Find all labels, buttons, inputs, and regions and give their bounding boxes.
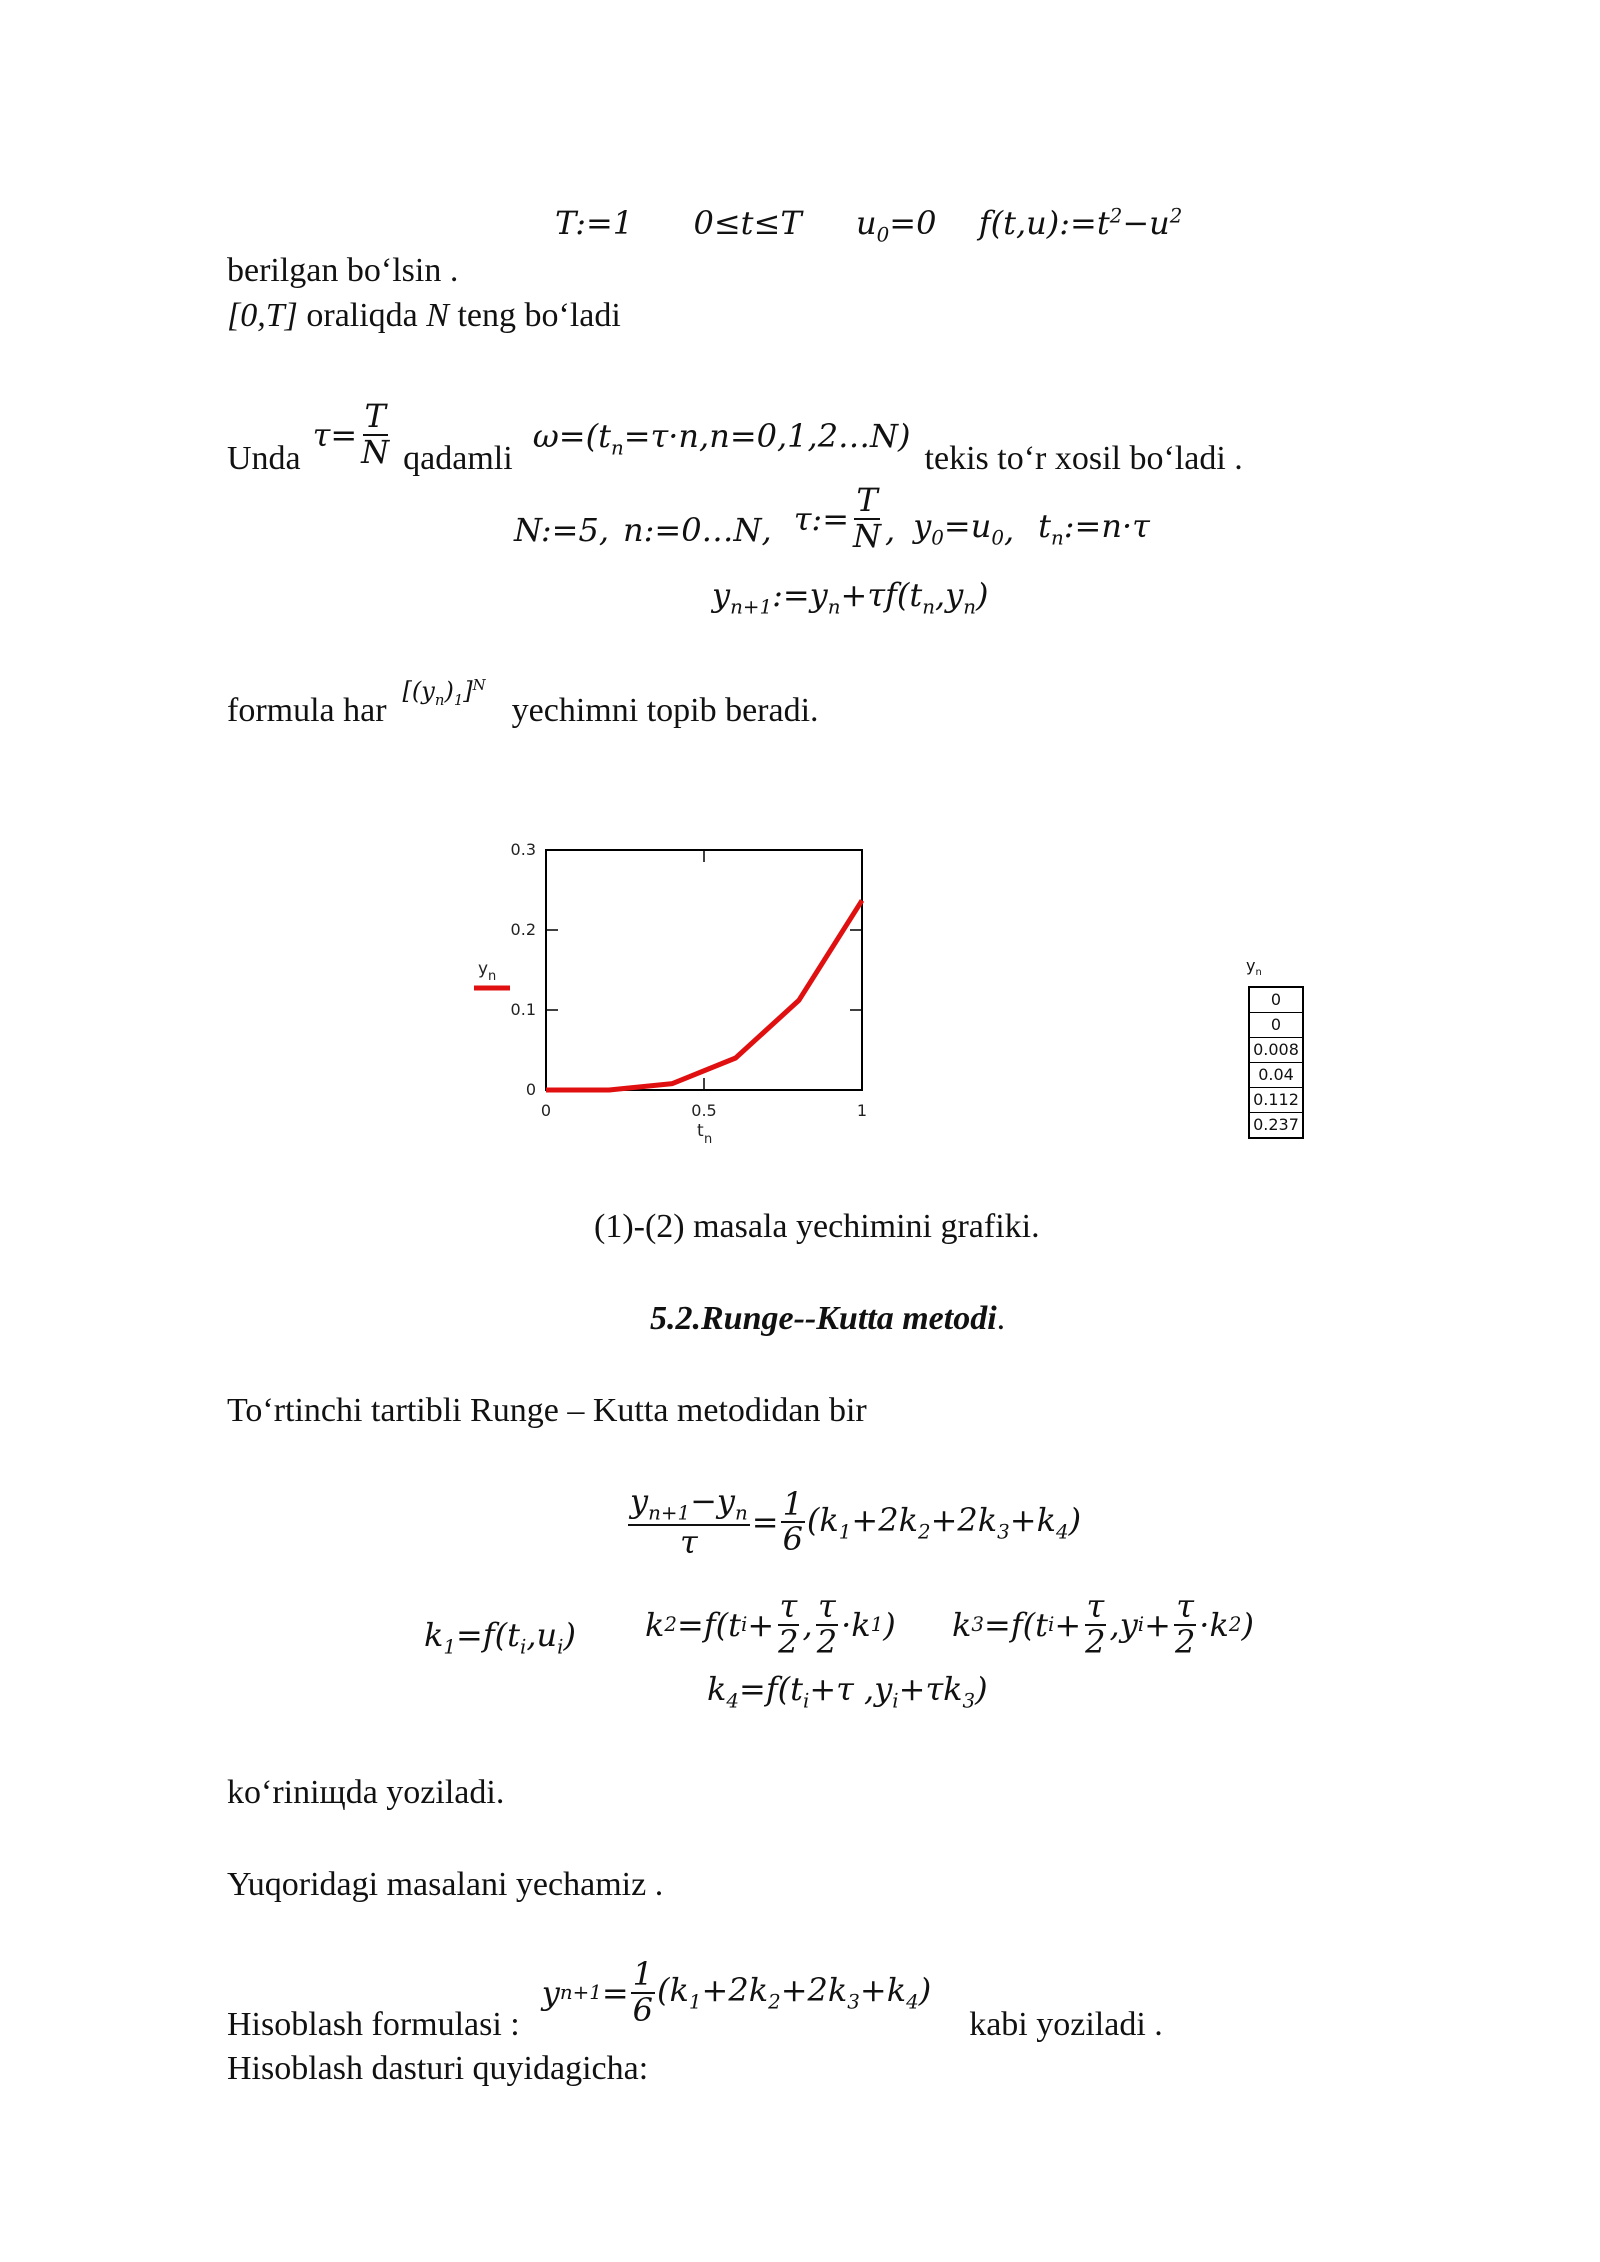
x-axis-label-sub: n xyxy=(704,1132,713,1147)
series-line xyxy=(546,900,862,1090)
paragraph-formula: formula har $[(y_n)_1]^N$ yechimni topib beradi. xyxy=(227,676,819,729)
eq-u0: $u_0=0$ xyxy=(856,204,937,247)
table-cell: 0 xyxy=(1250,1013,1302,1038)
paragraph-korinishda: ko‘riniщda yoziladi. xyxy=(227,1774,505,1811)
tau-fraction: τ= $\frac{T}{N}$ xyxy=(312,397,390,471)
eq-k2: k 2 =f(t i + $\frac{\tau}{2}$ , $\frac{\tau}{2}$ ·k 1 ) xyxy=(645,1587,896,1661)
x-tick-label: 0 xyxy=(540,1101,552,1120)
paragraph-berilgan: berilgan bo‘lsin . xyxy=(227,252,459,289)
y-tick-label: 0.3 xyxy=(510,840,536,859)
table-cell: 0 xyxy=(1250,988,1302,1013)
table-header: $y_n$ xyxy=(1246,956,1262,979)
y-tick-label: 0.2 xyxy=(510,920,536,939)
values-table xyxy=(1248,986,1304,1139)
x-tick-label: 1 xyxy=(856,1101,868,1120)
y-axis-label: y xyxy=(478,959,489,979)
table-cell: 0.112 xyxy=(1250,1088,1302,1113)
x-tick-label: 0.5 xyxy=(691,1101,717,1120)
table-cell: 0.04 xyxy=(1250,1063,1302,1088)
solution-vector: $[(y_n)_1]^N$ xyxy=(402,676,486,709)
eq-rk-main: $\frac{y_{n+1}-y_n}{\tau}$ = $\frac{1}{6}$ $(k_1+2k_2+2k_3+k_4)$ xyxy=(630,1482,1082,1562)
paragraph-unda: Unda τ= $\frac{T}{N}$ qadamli $\omega=(t_n=\tau\cdot n,n=0,1,2\dots N)$ tekis to‘r xosil bo‘ladi . xyxy=(227,397,1243,477)
paragraph-yuqoridagi: Yuqoridagi masalani yechamiz . xyxy=(227,1866,664,1903)
tau-def: τ:= $\frac{T}{N}$ xyxy=(793,481,882,555)
paragraph-dastur: Hisoblash dasturi quyidagicha: xyxy=(227,2050,649,2087)
eq-n-line: N:=5 , n:=0…N , τ:= $\frac{T}{N}$ , $y_0=u_0$ , $t_n:=n\cdot\tau$ xyxy=(514,481,1150,555)
eq-k4: $k_4=f(t_i+\tau$ $,y_i+\tau k_3$) xyxy=(707,1670,988,1713)
solution-chart xyxy=(0,830,1600,1190)
eq-t-def: T:=1 xyxy=(555,204,634,242)
eq-f-def: $f(t,u):=t^2-u^2$ xyxy=(978,204,1183,242)
eq-range: 0≤t≤T xyxy=(693,204,802,242)
paragraph-oraliq: [0,T] oraliqda N teng bo‘ladi xyxy=(227,297,621,334)
table-cell: 0.008 xyxy=(1250,1038,1302,1063)
section-heading: 5.2.Runge--Kutta metodi. xyxy=(650,1300,1006,1337)
y0-def: $y_0=u_0$ xyxy=(913,506,1004,550)
plot-frame xyxy=(546,850,862,1090)
y-tick-label: 0.1 xyxy=(510,1000,536,1019)
y-tick-label: 0 xyxy=(525,1080,536,1099)
tn-def: $t_n:=n\cdot\tau$ xyxy=(1038,506,1150,550)
eq-k1: $k_1=f(t_i,u_i)$ xyxy=(424,1616,576,1659)
x-axis-label: t xyxy=(697,1121,704,1141)
interval-text: [0,T] xyxy=(227,297,298,334)
paragraph-tortinchi: To‘rtinchi tartibli Runge – Kutta metodidan bir xyxy=(227,1392,867,1429)
eq-top xyxy=(555,204,1182,246)
chart-caption: (1)-(2) masala yechimini grafiki. xyxy=(594,1208,1040,1245)
y-axis-label-sub: n xyxy=(488,969,497,984)
table-cell: 0.237 xyxy=(1253,1115,1299,1134)
paragraph-hisoblash: Hisoblash formulasi : y n+1 = $\frac{1}{6}$ $(k_1+2k_2+2k_3+k_4)$ kabi yoziladi . xyxy=(227,1955,1163,2043)
eq-euler: $y_{n+1}:=y_n+\tau f(t_n,y_n)$ xyxy=(712,576,989,619)
eq-hisoblash: y n+1 = $\frac{1}{6}$ $(k_1+2k_2+2k_3+k_4)$ xyxy=(541,1955,932,2029)
eq-k3: k 3 =f(t i + $\frac{\tau}{2}$ ,y i + $\frac{\tau}{2}$ ·k 2 ) xyxy=(952,1587,1254,1661)
omega-grid: $\omega=(t_n=\tau\cdot n,n=0,1,2\dots N)$ xyxy=(532,416,911,460)
